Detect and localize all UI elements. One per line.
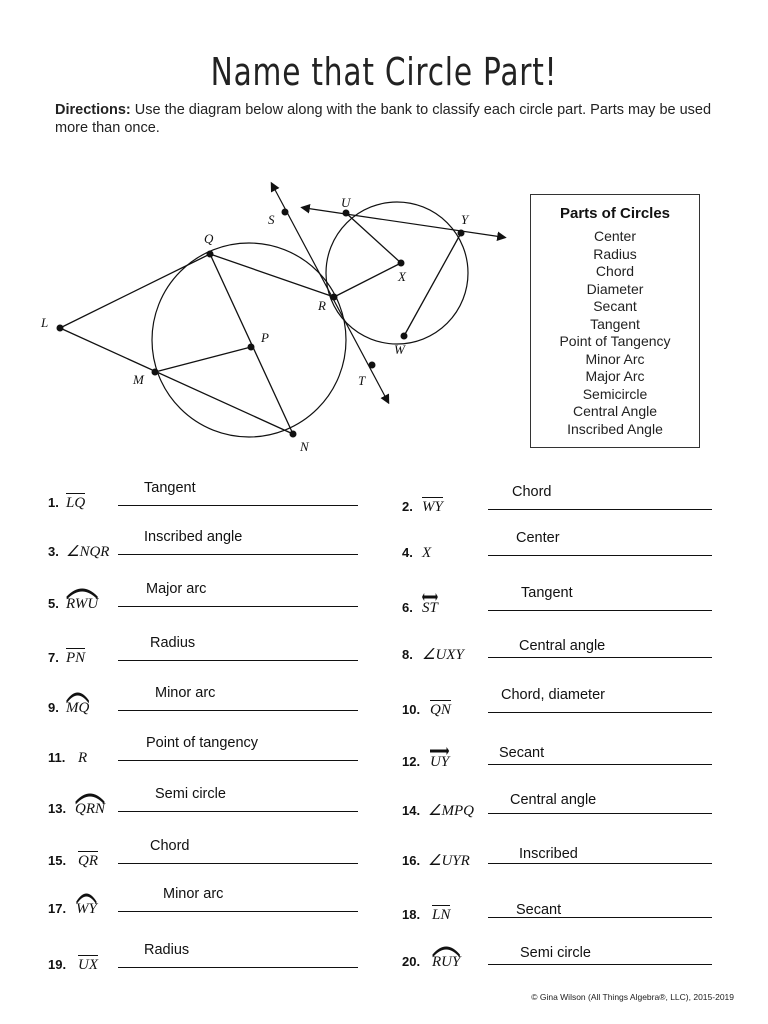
answer-text[interactable]: Radius: [150, 635, 196, 651]
answer-text[interactable]: Chord, diameter: [501, 687, 605, 703]
question-9: [48, 675, 358, 715]
arc-label-text: RWU: [66, 596, 99, 612]
ray-label: [430, 754, 449, 771]
bank-item: Minor Arc: [585, 350, 645, 367]
segment-label: QR: [78, 853, 98, 869]
bank-item: Center: [593, 228, 637, 244]
question-number: 5.: [48, 596, 59, 611]
label-q: Q: [204, 231, 214, 246]
angle-label: ∠MPQ: [428, 803, 474, 819]
segment-label: QN: [430, 702, 451, 718]
point-s: [282, 209, 289, 216]
answer-text[interactable]: Chord: [150, 838, 190, 854]
answer-text[interactable]: Central angle: [510, 792, 597, 808]
circle-x: [326, 202, 468, 344]
question-7: [48, 625, 358, 665]
answer-line: [488, 712, 712, 713]
point-t: [369, 362, 376, 369]
segment-xr: [334, 263, 401, 297]
answer-text[interactable]: Central angle: [519, 638, 606, 654]
question-number: 7.: [48, 650, 59, 665]
question-10: [402, 677, 712, 717]
ray-arrow: [430, 747, 449, 755]
answer-text[interactable]: Secant: [499, 745, 545, 761]
segment-label: LQ: [66, 495, 86, 511]
label-y: Y: [461, 212, 469, 227]
point-m: [152, 369, 159, 376]
point-q: [207, 251, 214, 258]
question-20: [402, 929, 712, 969]
question-12: [402, 729, 712, 769]
question-17: [48, 876, 358, 916]
question-number: 14.: [402, 803, 421, 818]
label-t: T: [358, 373, 366, 388]
answer-text[interactable]: Minor arc: [155, 685, 216, 701]
point-u: [343, 210, 350, 217]
answer-text[interactable]: Center: [516, 530, 560, 546]
question-14: [402, 778, 712, 818]
answer-text[interactable]: Chord: [512, 484, 552, 500]
answer-line: [118, 710, 358, 711]
answer-line: [488, 509, 712, 510]
point-label: X: [422, 545, 432, 561]
secant-line-uy: [305, 208, 502, 237]
arc-mark: [432, 946, 460, 956]
question-number: 6.: [402, 600, 413, 615]
segment-label: PN: [66, 650, 86, 666]
question-5: [48, 571, 358, 611]
answer-line: [488, 863, 712, 864]
question-4: [402, 520, 712, 560]
point-x: [398, 260, 405, 267]
directions: [55, 101, 735, 137]
answer-line: [488, 964, 712, 965]
segment-mp: [155, 347, 251, 372]
answer-line: [118, 967, 358, 968]
label-r: R: [318, 298, 326, 313]
bank-item: Tangent: [590, 315, 640, 332]
point-l: [57, 325, 64, 332]
question-13: [48, 776, 358, 816]
label-n: N: [300, 439, 309, 454]
question-number: 18.: [402, 907, 421, 922]
arc-label-text: MQ: [66, 700, 90, 716]
answer-text[interactable]: Radius: [144, 942, 190, 958]
arc-label: [66, 700, 89, 717]
line-label: [422, 600, 438, 617]
label-u: U: [341, 195, 351, 210]
bank-item: Diameter: [586, 280, 644, 297]
answer-line: [488, 555, 712, 556]
answer-text[interactable]: Secant: [516, 902, 562, 918]
answer-text[interactable]: Major arc: [146, 581, 207, 597]
answer-text[interactable]: Point of tangency: [146, 735, 259, 751]
page-title: Name that Circle Part!: [210, 50, 558, 94]
answer-line: [488, 813, 712, 814]
segment-label: LN: [432, 907, 451, 923]
question-number: 2.: [402, 499, 413, 514]
arc-mark: [66, 588, 98, 598]
question-number: 8.: [402, 647, 413, 662]
question-number: 9.: [48, 700, 59, 715]
question-16: [402, 828, 712, 868]
answer-line: [488, 610, 712, 611]
ray-label-text: UY: [430, 754, 450, 770]
question-3: [48, 519, 358, 559]
question-number: 20.: [402, 954, 421, 969]
angle-label: ∠UYR: [428, 853, 470, 869]
answer-line: [118, 811, 358, 812]
bank-item: Chord: [595, 263, 635, 279]
question-number: 15.: [48, 853, 67, 868]
label-m: M: [133, 372, 144, 387]
answer-line: [118, 863, 358, 864]
point-y: [458, 230, 465, 237]
arc-mark: [75, 793, 105, 803]
question-15: [48, 828, 358, 868]
answer-line: [118, 554, 358, 555]
answer-line: [118, 505, 358, 506]
question-2: [402, 474, 712, 514]
bank-item: Radius: [593, 245, 637, 262]
bank-item: Central Angle: [572, 403, 658, 419]
segment-label: WY: [422, 499, 443, 515]
point-w: [401, 333, 408, 340]
label-l: L: [41, 315, 49, 330]
segment-lq: [60, 254, 210, 328]
answer-text[interactable]: Semi circle: [155, 786, 226, 802]
question-6: [402, 575, 712, 615]
parts-of-circles-bank: [530, 194, 700, 448]
directions-text: Use the diagram below along with the bank to classify each circle part. Parts may be used more than once.: [55, 102, 712, 136]
bank-item: Inscribed Angle: [567, 420, 663, 437]
question-number: 3.: [48, 544, 59, 559]
question-11: [48, 725, 358, 765]
answer-line: [118, 760, 358, 761]
question-19: [48, 932, 358, 972]
point-r: [331, 294, 338, 301]
bank-item: Semicircle: [582, 385, 648, 402]
bank-title: Parts of Circles: [559, 205, 671, 222]
question-number: 12.: [402, 754, 421, 769]
question-1: [48, 470, 358, 510]
question-number: 1.: [48, 495, 59, 510]
question-18: [402, 882, 712, 922]
answer-text[interactable]: Inscribed angle: [144, 529, 243, 545]
label-w: W: [394, 342, 405, 357]
answer-text[interactable]: Semi circle: [520, 945, 591, 961]
label-x: X: [398, 269, 406, 284]
label-p: P: [261, 330, 269, 345]
question-8: [402, 622, 712, 662]
angle-label: ∠NQR: [66, 544, 110, 560]
question-number: 10.: [402, 702, 421, 717]
line-arrows: [422, 593, 438, 601]
answer-text[interactable]: Minor arc: [163, 886, 224, 902]
question-number: 16.: [402, 853, 421, 868]
arc-label-text: WY: [76, 901, 97, 917]
point-n: [290, 431, 297, 438]
bank-item: Point of Tangency: [559, 333, 671, 349]
bank-item: Secant: [593, 298, 637, 314]
question-number: 4.: [402, 545, 413, 560]
circle-diagram: [0, 170, 520, 460]
arc-label-text: QRN: [75, 801, 105, 817]
question-number: 19.: [48, 957, 67, 972]
segment-yw: [404, 233, 461, 336]
question-number: 11.: [48, 750, 66, 765]
answer-line: [118, 911, 358, 912]
arc-label: [76, 901, 97, 918]
arc-label: [66, 596, 98, 613]
segment-qr: [210, 254, 334, 297]
label-s: S: [268, 212, 275, 227]
angle-label: ∠UXY: [422, 647, 464, 663]
arc-label: [432, 954, 460, 971]
segment-label: UX: [78, 957, 98, 973]
question-number: 13.: [48, 801, 67, 816]
answer-text[interactable]: Tangent: [521, 585, 573, 601]
segment-ln: [60, 328, 293, 434]
answer-line: [118, 606, 358, 607]
point-p: [248, 344, 255, 351]
answer-line: [118, 660, 358, 661]
copyright-footer: © Gina Wilson (All Things Algebra®, LLC), 2015-2019: [531, 992, 734, 1002]
point-label: R: [78, 750, 88, 766]
line-label-text: ST: [422, 600, 438, 616]
arc-label-text: RUY: [432, 954, 461, 970]
arc-label: [75, 801, 105, 818]
arc-mark: [76, 893, 97, 903]
question-number: 17.: [48, 901, 67, 916]
answer-line: [488, 657, 712, 658]
arc-mark: [66, 692, 89, 702]
answer-line: [488, 764, 712, 765]
answer-text[interactable]: Tangent: [144, 480, 196, 496]
bank-item: Major Arc: [585, 368, 645, 384]
answer-text[interactable]: Inscribed: [519, 846, 578, 862]
directions-label: Directions:: [55, 102, 131, 118]
